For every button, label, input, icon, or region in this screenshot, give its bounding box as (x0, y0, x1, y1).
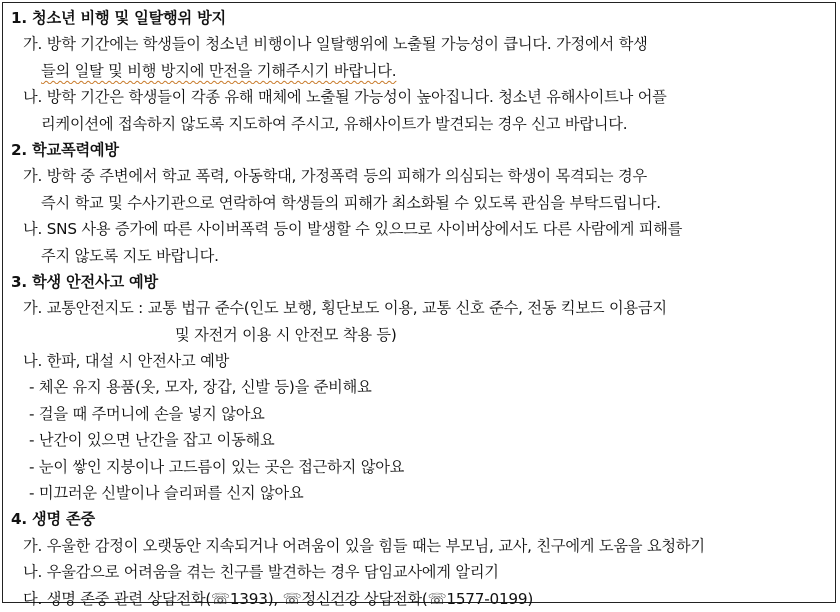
list-item: 나. 방학 기간은 학생들이 각종 유해 매체에 노출될 가능성이 높아집니다. 청소년 유해사이트나 어플 (23, 88, 667, 107)
bullet-item: - 미끄러운 신발이나 슬리퍼를 신지 않아요 (29, 484, 304, 503)
list-item: 나. 한파, 대설 시 안전사고 예방 (23, 352, 230, 371)
list-item-continuation: 들의 일탈 및 비행 방지에 만전을 기해주시기 바랍니다. (41, 61, 397, 80)
list-item: 가. 교통안전지도 : 교통 법규 준수(인도 보행, 횡단보도 이용, 교통 신호 준수, 전동 킥보드 이용금지 (23, 299, 667, 318)
list-item: 나. SNS 사용 증가에 따른 사이버폭력 등이 발생할 수 있으므로 사이버상에서도 다른 사람에게 피해를 (23, 220, 683, 239)
list-item-continuation: 및 자전거 이용 시 안전모 착용 등) (175, 325, 397, 344)
section-heading: 2. 학교폭력예방 (11, 140, 119, 159)
list-item: 가. 방학 기간에는 학생들이 청소년 비행이나 일탈행위에 노출될 가능성이 큽니다. 가정에서 학생 (23, 35, 648, 54)
list-item: 가. 우울한 감정이 오랫동안 지속되거나 어려움이 있을 힘들 때는 부모님, 교사, 친구에게 도움을 요청하기 (23, 536, 705, 555)
list-item: 가. 방학 중 주변에서 학교 폭력, 아동학대, 가정폭력 등의 피해가 의심되는 학생이 목격되는 경우 (23, 167, 647, 186)
list-item-continuation: 리케이션에 접속하지 않도록 지도하여 주시고, 유해사이트가 발견되는 경우 신고 바랍니다. (41, 114, 628, 133)
bullet-item: - 난간이 있으면 난간을 잡고 이동해요 (29, 431, 275, 450)
section-heading: 1. 청소년 비행 및 일탈행위 방지 (11, 9, 227, 27)
notice-document (2, 2, 836, 608)
bullet-item: - 체온 유지 용품(옷, 모자, 장갑, 신발 등)을 준비해요 (29, 378, 372, 397)
bullet-item: - 눈이 쌓인 지붕이나 고드름이 있는 곳은 접근하지 않아요 (29, 457, 405, 476)
section-heading: 3. 학생 안전사고 예방 (11, 272, 158, 291)
bullet-item: - 걸을 때 주머니에 손을 넣지 않아요 (29, 404, 265, 423)
list-item-continuation: 주지 않도록 지도 바랍니다. (41, 246, 219, 265)
list-item-continuation: 즉시 학교 및 수사기관으로 연락하여 학생들의 피해가 최소화될 수 있도록 관심을 부탁드립니다. (41, 193, 661, 212)
section-heading: 4. 생명 존중 (11, 510, 95, 529)
list-item: 나. 우울감으로 어려움을 겪는 친구를 발견하는 경우 담임교사에게 알리기 (23, 563, 499, 582)
list-item: 다. 생명 존중 관련 상담전화(☏1393), ☏정신건강 상담전화(☏1577-0199) (23, 589, 534, 608)
